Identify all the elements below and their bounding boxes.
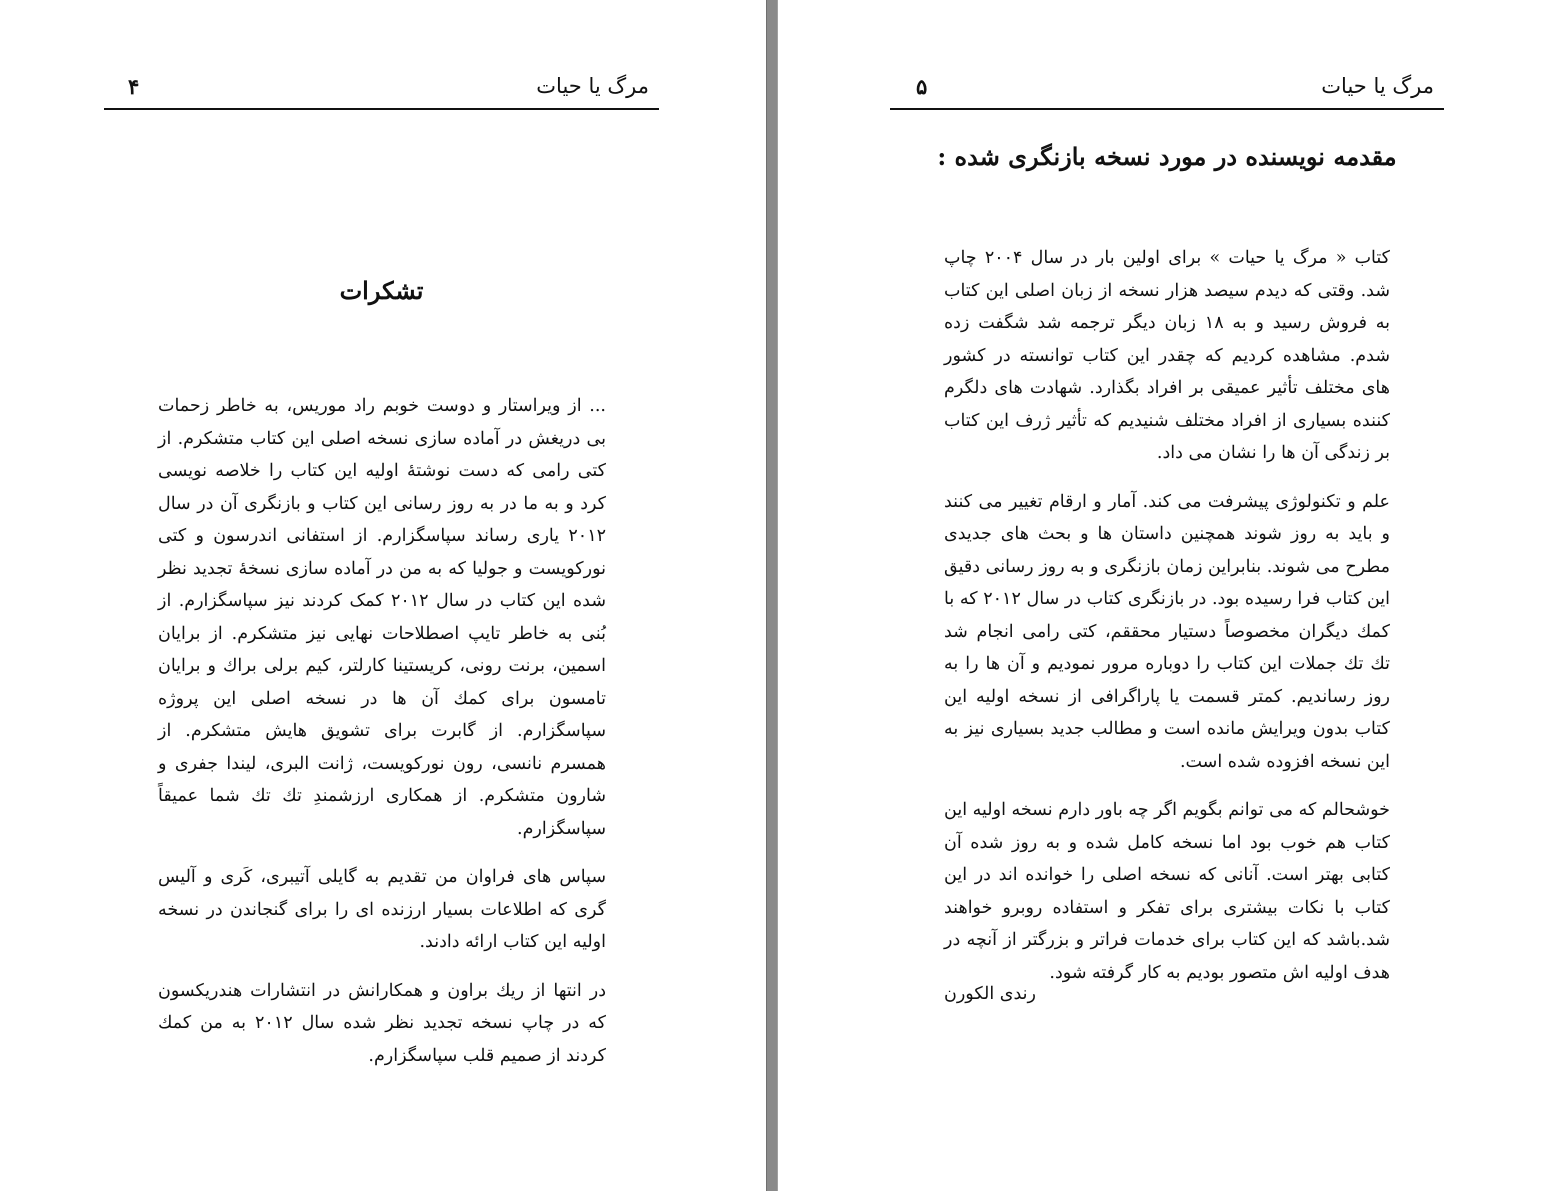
author-name: رندی الکورن <box>944 984 1036 1004</box>
acknowledgements-title: تشکرات <box>339 276 424 305</box>
right-page-header <box>890 72 1444 110</box>
paragraph: خوشحالم که می توانم بگویم اگر چه باور دارم نسخه اولیه این کتاب هم خوب بود اما نسخه کامل شده و به روز شده آن کتابی بهتر است. آنانی که نسخه اصلی را خوانده اند در این کتاب با نکات بیشتری برای تفکر و استفاده روبرو خواهند شد.باشد که این کتاب برای خدمات فراتر و بزرگتر از آنچه در هدف اولیه اش متصور بودیم به کار گرفته شود. <box>944 800 1390 983</box>
left-page-header <box>104 72 659 110</box>
book-spine-gutter <box>766 0 778 1191</box>
paragraph: در انتها از ریك براون و همکارانش در انتشارات هندریکسون که در چاپ نسخه تجدید نظر شده سال ۲۰۱۲ به من کمك کردند از صمیم قلب سپاسگزارم. <box>158 980 607 1066</box>
paragraph: کتاب « مرگ یا حیات » برای اولین بار در سال ۲۰۰۴ چاپ شد. وقتی که دیدم سیصد هزار نسخه از زبان اصلی این کتاب به فروش رسید و به ۱۸ زبان دیگر ترجمه شد شگفت زده شدم. مشاهده کردیم که چقدر این کتاب توانسته در کشور های مختلف تأثیر عمیقی بر افراد بگذارد. شهادت های دلگرم کننده بسیاری از افراد مختلف شنیدیم که تأثیر ژرف این کتاب بر زندگی آن ها را نشان می داد. <box>944 248 1391 463</box>
left-page <box>0 0 766 1191</box>
author-preface-body <box>944 242 1390 1005</box>
left-page-number: ۴ <box>128 74 140 99</box>
paragraph: ... از ویراستار و دوست خوبم راد موریس، به خاطر زحمات بی دریغش در آماده سازی نسخه اصلی این کتاب متشکرم. از کتی رامی که دست نوشتهٔ اولیه این کتاب را خلاصه نویسی کرد و به ما در به روز رسانی این کتاب و بازنگری آن در سال ۲۰۱۲ یاری رساند سپاسگزارم. از استفانی اندرسون و کتی نورکویست و جولیا که به من در آماده سازی نسخهٔ تجدید نظر شده این کتاب در سال ۲۰۱۲ کمک کردند نیز سپاسگزارم. از بُنی به خاطر تایپ اصطلاحات نهایی نیز متشکرم. از برایان اسمین، برنت رونی، کریستینا کارلتر، کیم برلی براك و برایان تامسون برای کمك آن ها در نسخه اصلی این پروژه سپاسگزارم. از گابرت برای تشویق هایش متشکرم. از همسرم نانسی، رون نورکویست، ژانت البری، لیندا جفری و شارون متشکرم. از همکاری ارزشمندِ تك تك شما عمیقاً سپاسگزارم. <box>158 396 607 839</box>
right-running-title: مرگ یا حیات <box>1321 74 1434 98</box>
paragraph: سپاس های فراوان من تقدیم به گایلی آتیبری، کَری و آلیس گری که اطلاعات بسیار ارزنده ای را برای گنجاندن در نسخه اولیه این کتاب ارائه دادند. <box>158 867 606 952</box>
left-running-title: مرگ یا حیات <box>536 74 649 98</box>
author-preface-title: مقدمه نویسنده در مورد نسخه بازنگری شده : <box>937 142 1397 171</box>
right-page-number: ۵ <box>916 74 928 99</box>
right-page <box>778 0 1546 1191</box>
acknowledgements-body <box>158 390 606 1088</box>
author-signature <box>944 984 1390 1004</box>
paragraph: علم و تکنولوژی پیشرفت می کند. آمار و ارقام تغییر می کنند و باید به روز شوند همچنین داستان ها و بحث های جدیدی مطرح می شوند. بنابراین زمان بازنگری و به روز رسانی دقیق این کتاب فرا رسیده بود. در بازنگری کتاب در سال ۲۰۱۲ که با کمك دیگران مخصوصاً دستیار محققم، کتی رامی انجام شد تك تك جملات این کتاب را دوباره مرور نمودیم و آن ها را به روز رساندیم. کمتر قسمت یا پاراگرافی از نسخه اولیه این کتاب بدون ویرایش مانده است و مطالب جدید بسیاری نیز به این نسخه افزوده شده است. <box>944 491 1390 772</box>
